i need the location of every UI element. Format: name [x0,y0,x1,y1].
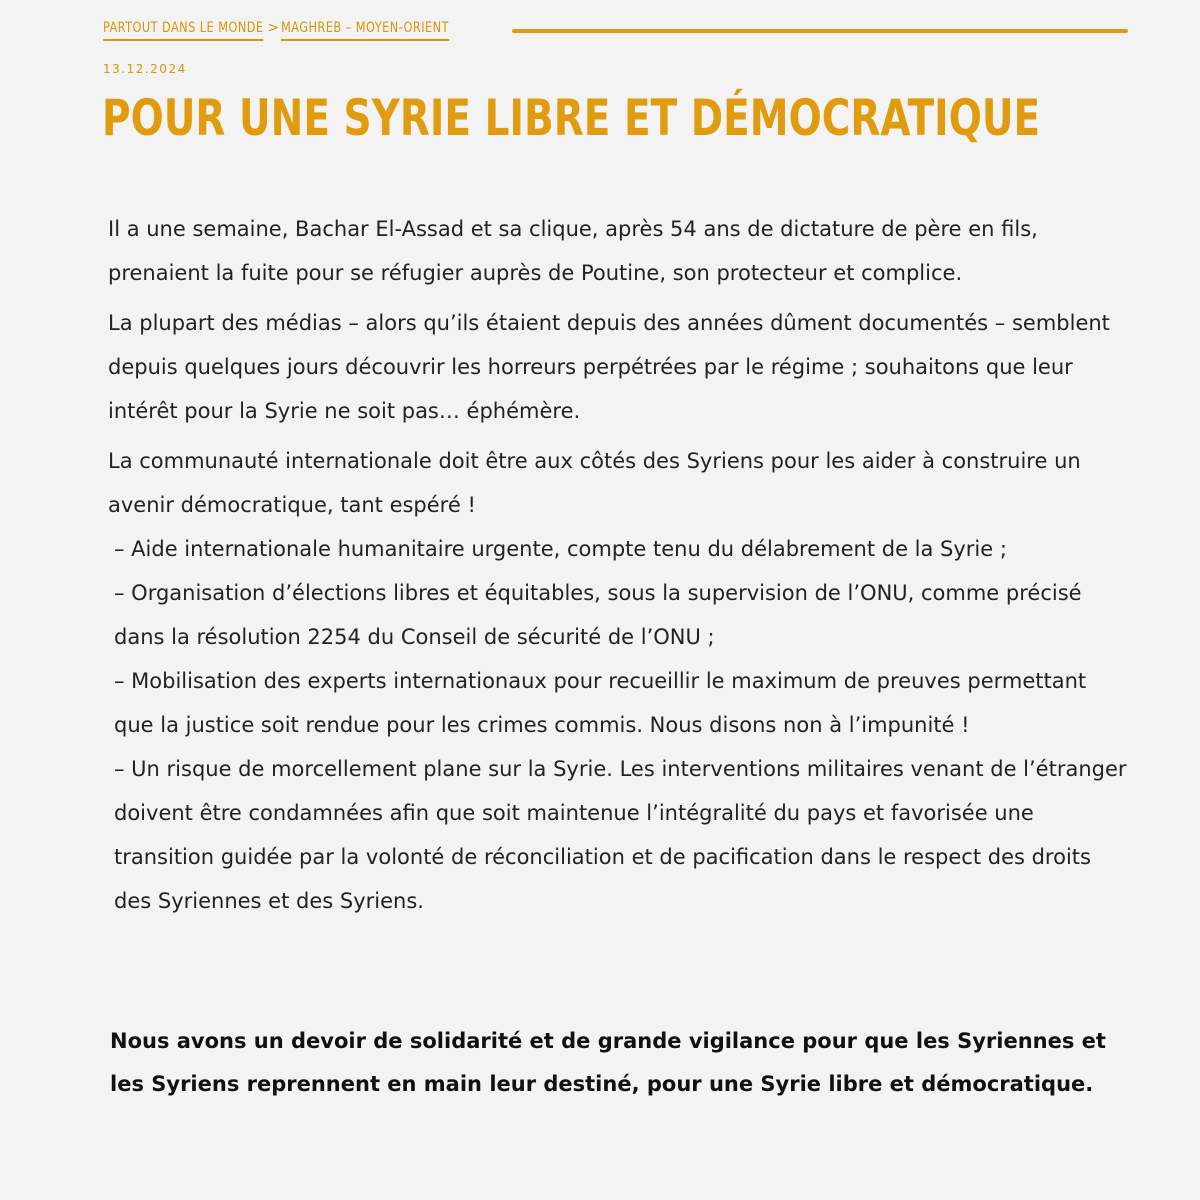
list-item: – Un risque de morcellement plane sur la Syrie. Les interventions militaires venant de l’étranger doivent être condamnées afin que soit maintenue l’intégralité du pays et favorisée une transition guidée par la volonté de réconciliation et de pacification dans le respect des droits des Syriennes et des Syriens. [114,757,1127,913]
list-item: – Mobilisation des experts internationaux pour recueillir le maximum de preuves permettant que la justice soit rendue pour les crimes commis. Nous disons non à l’impunité ! [114,669,1087,737]
page-title: POUR UNE SYRIE LIBRE ET DÉMOCRATIQUE [102,89,1041,147]
paragraph: Il a une semaine, Bachar El-Assad et sa clique, après 54 ans de dictature de père en fils, prenaient la fuite pour se réfugier auprès de Poutine, son protecteur et complice. [108,217,1038,285]
article-date: 13.12.2024 [103,62,187,76]
list-item: – Organisation d’élections libres et équitables, sous la supervision de l’ONU, comme précisé dans la résolution 2254 du Conseil de sécurité de l’ONU ; [114,581,1082,649]
paragraph: La communauté internationale doit être aux côtés des Syriens pour les aider à construire un avenir démocratique, tant espéré ! [108,449,1081,517]
breadcrumb [103,20,1128,46]
article-body [108,207,1128,923]
breadcrumb-link-world[interactable]: PARTOUT DANS LE MONDE [103,20,264,41]
breadcrumb-divider-line [512,29,1128,33]
breadcrumb-link-maghreb[interactable]: MAGHREB – MOYEN-ORIENT [281,20,449,41]
paragraph: La plupart des médias – alors qu’ils étaient depuis des années dûment documentés – semblent depuis quelques jours découvrir les horreurs perpétrées par le régime ; souhaitons que leur intérêt pour la Syrie ne soit pas… éphémère. [108,311,1110,423]
conclusion-paragraph: Nous avons un devoir de solidarité et de grande vigilance pour que les Syriennes et les Syriens reprennent en main leur destiné, pour une Syrie libre et démocratique. [110,1029,1106,1096]
list-item: – Aide internationale humanitaire urgente, compte tenu du délabrement de la Syrie ; [114,537,1007,561]
breadcrumb-separator: > [267,20,280,36]
